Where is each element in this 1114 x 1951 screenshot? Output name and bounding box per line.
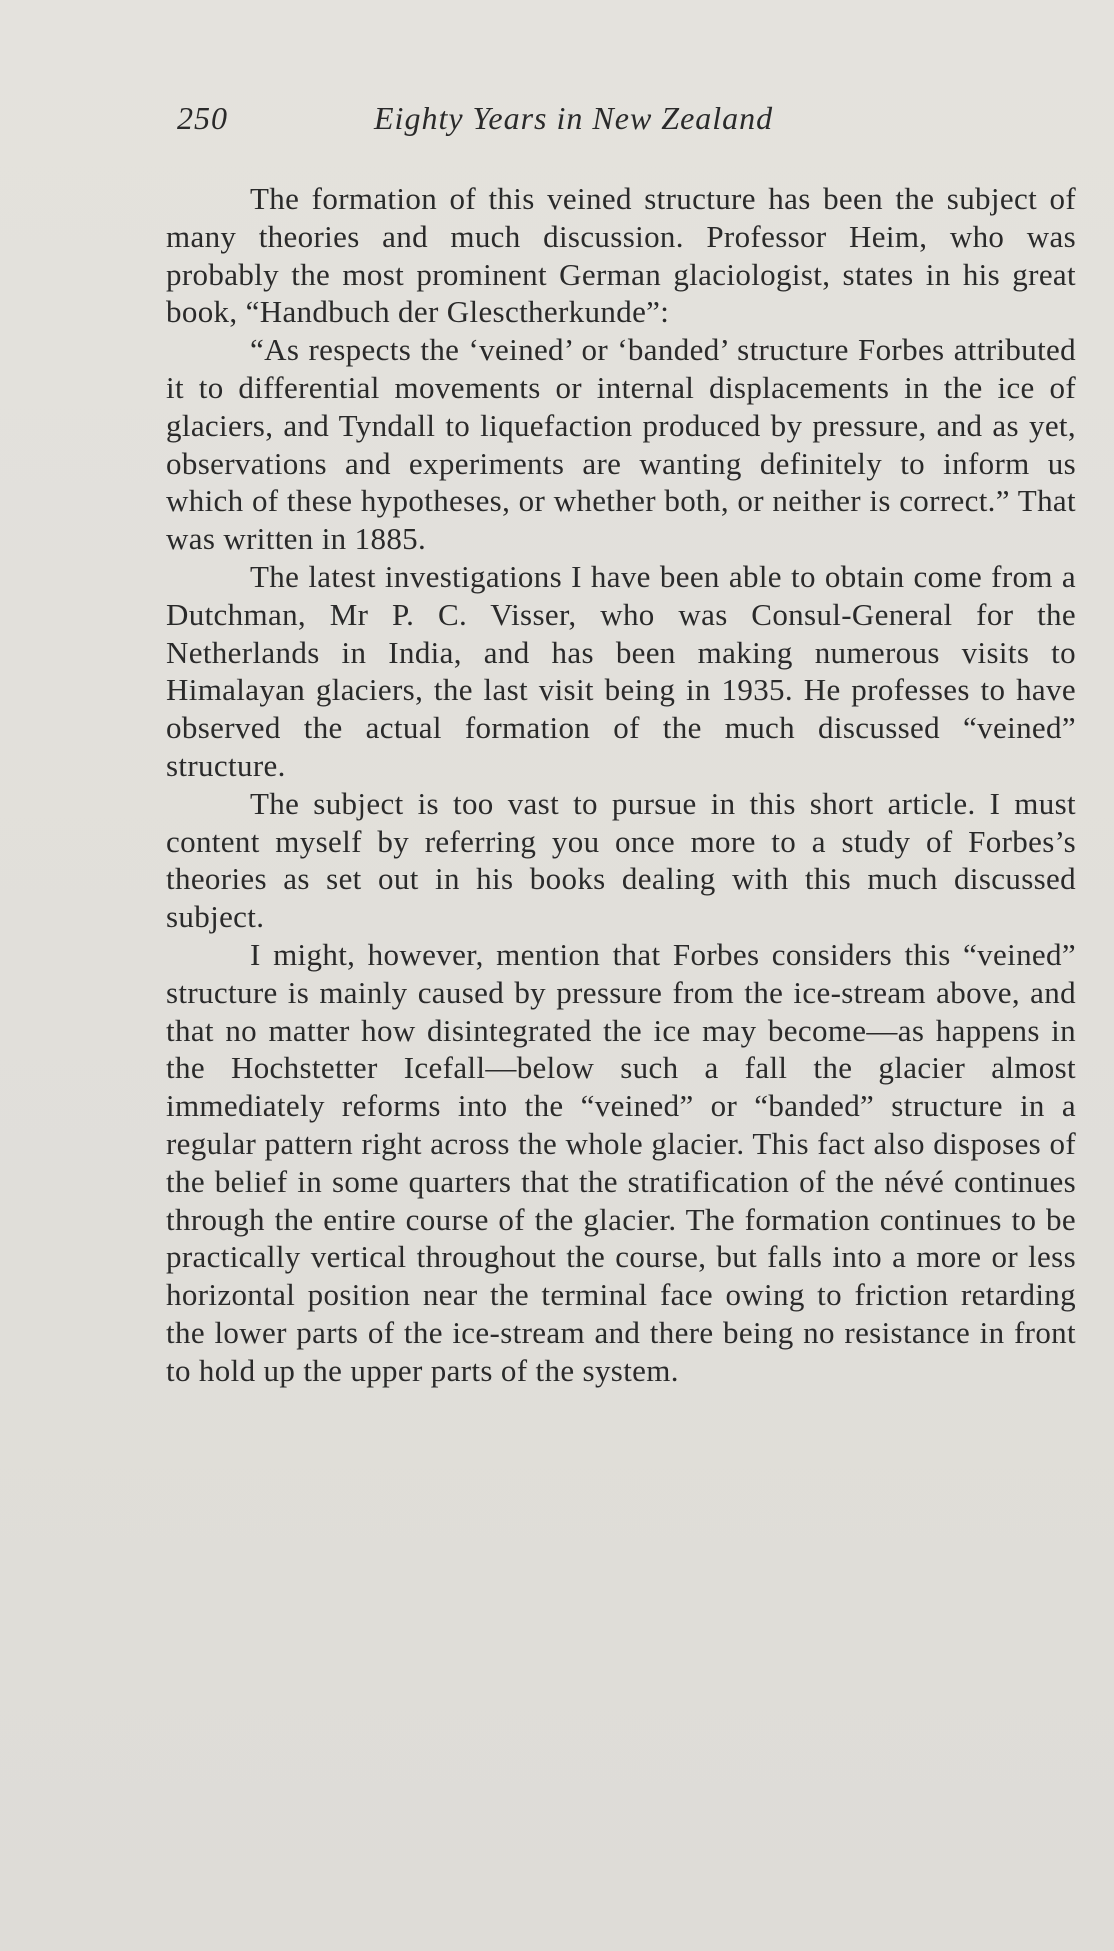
paragraph-5: I might, however, mention that Forbes considers this “veined” structure is mainly caused by pressure from the ice-stream above, and that no matter how disintegrated the ice may become—as happens in the Hochstetter Icefall—below such a fall the glacier almost immediately reforms into the “veined” or “banded” structure in a regular pattern right across the whole glacier. This fact also disposes of the belief in some quarters that the stratification of the névé continues through the entire course of the glacier. The formation continues to be practically vertical throughout the course, but falls into a more or less horizontal position near the terminal face owing to friction retarding the lower parts of the ice-stream and there being no resistance in front to hold up the upper parts of the system. [166, 936, 1076, 1388]
paragraph-1: The formation of this veined structure has been the subject of many theories and much discussion. Professor Heim, who was probably the most prominent German glaciologist, states in his great book, “Handbuch der Glesctherkunde”: [166, 181, 1076, 330]
page-number: 250 [177, 100, 228, 136]
page-header [177, 100, 897, 150]
paragraph-2: “As respects the ‘veined’ or ‘banded’ structure Forbes attributed it to differential movements or internal displacements in the ice of glaciers, and Tyndall to liquefaction produced by pressure, and as yet, observations and experiments are wanting definitely to inform us which of these hypotheses, or whether both, or neither is correct.” That was written in 1885. [166, 332, 1076, 557]
body-text [166, 180, 1076, 1390]
running-title: Eighty Years in New Zealand [374, 100, 774, 136]
paragraph-4: The subject is too vast to pursue in this short article. I must content myself by referring you once more to a study of Forbes’s theories as set out in his books dealing with this much discussed subject. [166, 785, 1076, 935]
paragraph-3: The latest investigations I have been able to obtain come from a Dutchman, Mr P. C. Visser, who was Consul-General for the Netherlands in India, and has been making numerous visits to Himalayan glaciers, the last visit being in 1935. He professes to have observed the actual formation of the much discussed “veined” structure. [166, 558, 1076, 783]
